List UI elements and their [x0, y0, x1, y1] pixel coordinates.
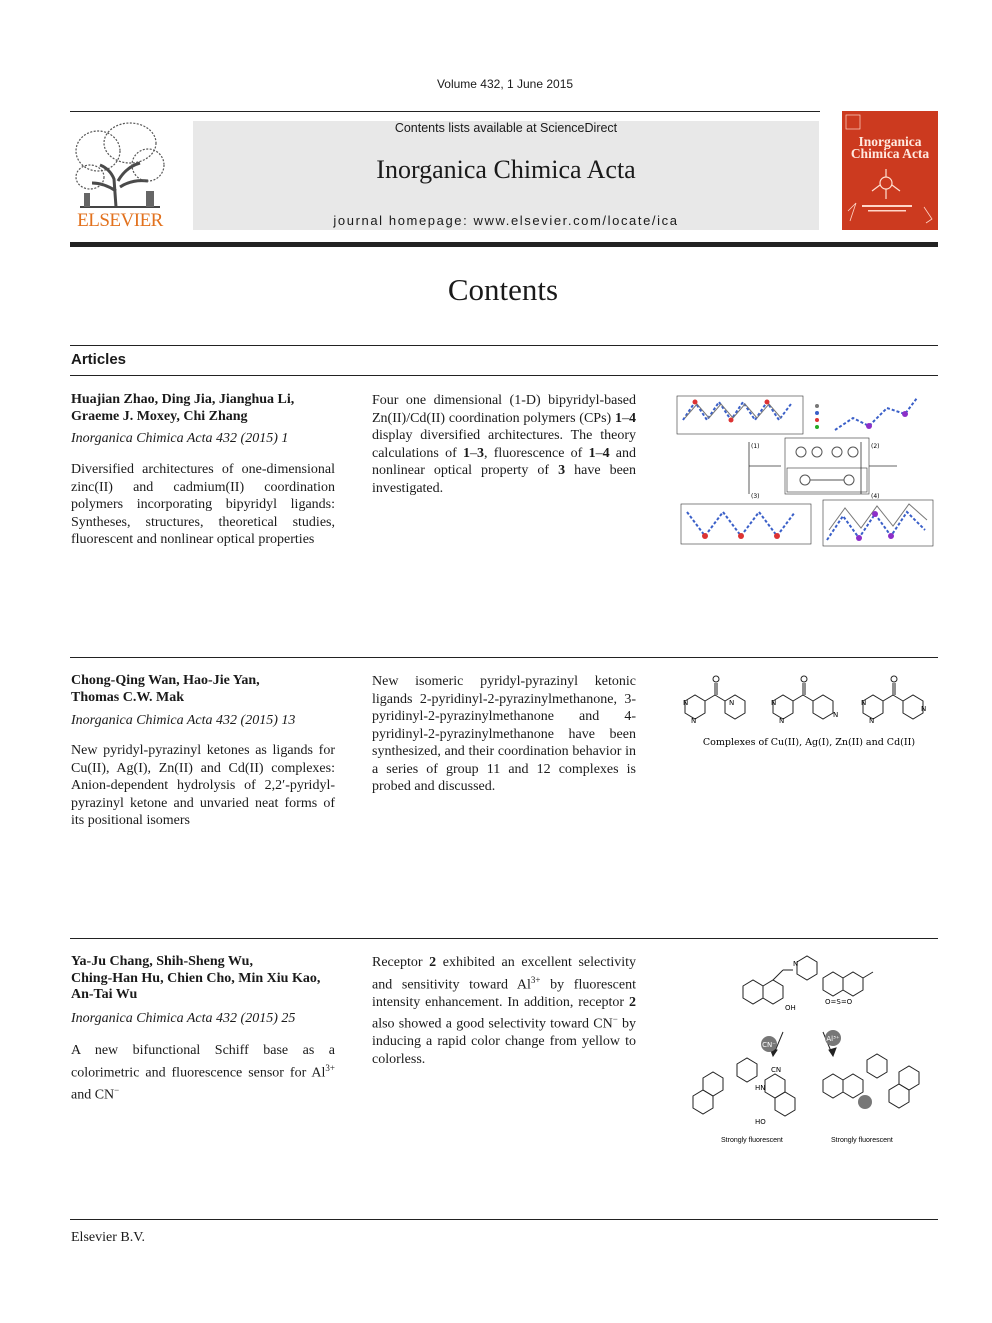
svg-text:N: N: [921, 705, 927, 713]
cover-title-line1: Inorganica: [858, 134, 922, 149]
graphic-label-1: (1): [751, 443, 760, 450]
svg-text:N: N: [683, 699, 689, 707]
footer-rule: [70, 1219, 938, 1220]
coordination-polymer-figure: [673, 390, 937, 550]
footer-publisher: Elsevier B.V.: [71, 1230, 146, 1245]
cn-badge: CN⁻: [762, 1041, 776, 1049]
al-badge: Al³⁺: [826, 1035, 840, 1043]
article-1-citation[interactable]: Inorganica Chimica Acta 432 (2015) 1: [71, 431, 289, 446]
cover-title-line2: Chimica Acta: [850, 146, 930, 161]
section-articles: Articles: [71, 351, 127, 368]
svg-text:N: N: [779, 717, 785, 725]
graphic-label-2: (2): [871, 443, 880, 450]
article-3-authors[interactable]: Ya-Ju Chang, Shih-Sheng Wu, Ching-Han Hu, Chien Cho, Min Xiu Kao, An-Tai Wu: [71, 954, 321, 1002]
contents-lists-line: Contents lists available at ScienceDirect: [394, 121, 618, 135]
svg-text:N: N: [729, 699, 735, 707]
article-3-title[interactable]: A new bifunctional Schiff base as a colorimetric and fluorescence sensor for $Al^{3+}$ and CN−: [71, 1043, 335, 1103]
cover-molecule-icon: [842, 111, 938, 230]
article-2-abstract: New isomeric pyridyl-pyrazinyl ketonic ligands 2-pyridinyl-2-pyrazinylmethanone, 3-pyridinyl-2-pyrazinylmethanone and 4-pyridinyl-2-pyrazinylmethanone have been synthesized, and their coordination behavior in a series of group 11 and 12 complexes is probed and discussed.: [372, 674, 636, 794]
pyridyl-pyrazinyl-ketones-figure: [673, 671, 937, 761]
article-1-graphical-abstract: [673, 390, 937, 550]
journal-homepage[interactable]: journal homepage: www.elsevier.com/locate/ica: [333, 213, 679, 228]
schiff-base-sensor-figure: [673, 952, 937, 1152]
journal-cover: [842, 111, 938, 230]
graphic-label-4: (4): [871, 493, 880, 500]
svg-text:O=S=O: O=S=O: [825, 998, 853, 1006]
svg-text:CN: CN: [771, 1066, 782, 1074]
article-divider-1: [70, 657, 938, 658]
article-entry-2: [71, 673, 937, 873]
svg-text:N: N: [833, 711, 839, 719]
volume-line: Volume 432, 1 June 2015: [436, 77, 574, 91]
article-3-graphical-abstract: [673, 952, 937, 1152]
page-title: Contents: [447, 272, 559, 307]
article-1-authors[interactable]: Huajian Zhao, Ding Jia, Jianghua Li, Graeme J. Moxey, Chi Zhang: [71, 392, 295, 424]
article-divider-2: [70, 938, 938, 939]
svg-text:N: N: [861, 699, 867, 707]
svg-text:N: N: [793, 960, 799, 968]
right-caption: Strongly fluorescent: [831, 1137, 893, 1144]
article-entry-3: [71, 954, 937, 1154]
article-2-authors[interactable]: Chong-Qing Wan, Hao-Jie Yan, Thomas C.W. Mak: [71, 673, 260, 705]
article-2-title[interactable]: New pyridyl-pyrazinyl ketones as ligands for Cu(II), Ag(I), Zn(II) and Cd(II) complexes: Anion-dependent hydrolysis of 2,2′-pyridyl-pyrazinyl ketone and unvaried neat forms of its positional isomers: [71, 743, 335, 828]
article-3-abstract: Receptor 2 exhibited an excellent selectivity and sensitivity toward $Al^{3+}$ by fluorescent intensity enhancement. In addition, receptor 2 also showed a good selectivity toward CN− by inducing a rapid color change from yellow to colorless.: [372, 955, 637, 1067]
svg-text:N: N: [869, 717, 875, 725]
svg-text:OH: OH: [785, 1004, 796, 1012]
elsevier-wordmark: ELSEVIER: [77, 210, 163, 231]
article-1-title[interactable]: Diversified architectures of one-dimensional zinc(II) and cadmium(II) coordination polymers incorporating bipyridyl ligands: Syntheses, structures, theoretical studies, fluorescent and nonlinear optical properties: [71, 462, 335, 547]
section-bottom-rule: [70, 375, 938, 376]
svg-text:N: N: [691, 717, 697, 725]
article-2-citation[interactable]: Inorganica Chimica Acta 432 (2015) 13: [71, 713, 296, 728]
svg-text:N: N: [771, 699, 777, 707]
svg-text:HN: HN: [755, 1084, 766, 1092]
journal-name: Inorganica Chimica Acta: [376, 155, 636, 184]
journal-banner: [193, 121, 819, 230]
article-1-abstract: Four one dimensional (1-D) bipyridyl-based Zn(II)/Cd(II) coordination polymers (CPs) 1–4 display diversified architectures. The theory calculations of 1–3, fluorescence of 1–4 and nonlinear optical property of 3 have been investigated.: [372, 393, 637, 496]
article-3-citation[interactable]: Inorganica Chimica Acta 432 (2015) 25: [71, 1011, 296, 1026]
svg-text:HO: HO: [755, 1118, 766, 1126]
article-entry-1: [71, 392, 937, 592]
graphic-label-3: (3): [751, 493, 760, 500]
left-caption: Strongly fluorescent: [721, 1137, 783, 1144]
section-top-rule: [70, 345, 938, 346]
elsevier-logo: [70, 121, 170, 233]
article-2-graphical-abstract: [673, 671, 937, 831]
header-top-rule: [70, 111, 820, 112]
header-thick-rule: [70, 242, 938, 247]
graphic-caption: Complexes of Cu(II), Ag(I), Zn(II) and Cd(II): [702, 737, 916, 748]
